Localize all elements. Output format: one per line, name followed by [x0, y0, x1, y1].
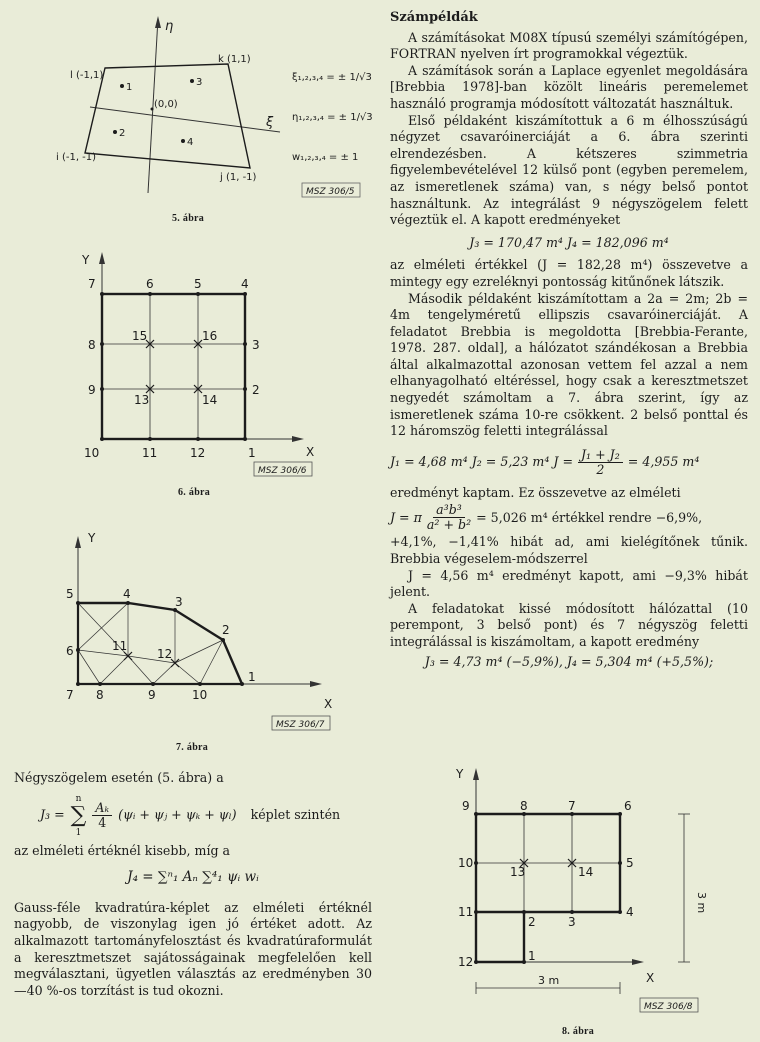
j3-sum-sign: ∑ — [70, 802, 87, 828]
intro-line: Négyszögelem esetén (5. ábra) a — [14, 770, 224, 785]
figure-6 — [70, 244, 360, 484]
formula-w: w₁,₂,₃,₄ = ± 1 — [292, 152, 359, 163]
node-10: 10 — [458, 856, 474, 870]
corner-j: j (1, -1) — [220, 172, 257, 183]
y-label: Y — [82, 253, 90, 267]
figure-5-caption: 5. ábra — [172, 213, 205, 224]
eta-label: η — [165, 19, 174, 34]
left-column-text — [14, 770, 372, 999]
formula-eta: η₁,₂,₃,₄ = ± 1/√3 — [292, 112, 373, 123]
node-4: 4 — [241, 277, 249, 291]
gauss-point-1 — [120, 84, 124, 88]
x-arrow — [292, 436, 304, 442]
node-12: 12 — [458, 955, 474, 969]
node-9: 9 — [88, 383, 96, 397]
figure-6-caption: 6. ábra — [178, 487, 211, 498]
j3-tail: képlet szintén — [250, 807, 341, 823]
equation-2 — [390, 448, 748, 477]
node-4: 4 — [626, 905, 634, 919]
j3-fraction-num: Aₖ — [92, 801, 112, 816]
j3-fraction-den: 4 — [98, 815, 107, 831]
y-label: Y — [456, 767, 464, 781]
node-11: 11 — [112, 639, 128, 653]
y-label: Y — [88, 531, 96, 545]
equation-theory-rest: = 5,026 m⁴ értékkel rendre −6,9%, — [476, 509, 703, 525]
paragraph-8: A feladatokat kissé módosított hálózattal (10 perempont, 3 belső pont) és 7 négyszög feletti integrálással is kiszámoltam, a kapott eredmény — [390, 600, 748, 649]
eta-arrow — [155, 16, 161, 28]
node-13: 13 — [510, 865, 526, 879]
figure-8 — [440, 762, 740, 1022]
equation-3: J₃ = 4,73 m⁴ (−5,9%), J₄ = 5,304 m⁴ (+5,5%); — [424, 653, 714, 669]
node-8: 8 — [520, 799, 528, 813]
j3-formula — [40, 793, 372, 839]
left-paragraph: Gauss-féle kvadratúra-képlet az elméleti értéknél nagyobb, de viszonylag igen jó értéket adott. Az alkalmazott tartományfelosztást és kvadratúraformulát a keresztmetszet sajátosságainak megfelelően kell megválasztani, ügyetlen választás az eredményben 30—40 %-os torzítást is tud okozni. — [14, 899, 372, 998]
equation-2-left: J₁ = 4,68 m⁴ J₂ = 5,23 m⁴ J = — [390, 454, 573, 470]
dim-vertical: 3 m — [695, 892, 708, 914]
stamp: MSZ 306/7 — [276, 720, 325, 730]
figure-5-drawing — [56, 8, 380, 223]
quad-element — [85, 64, 250, 168]
point-1-label: 1 — [126, 82, 133, 93]
point-3-label: 3 — [196, 77, 203, 88]
node-8: 8 — [96, 688, 104, 702]
equation-1: J₃ = 170,47 m⁴ J₄ = 182,096 m⁴ — [469, 234, 669, 250]
node-6: 6 — [624, 799, 632, 813]
node-7: 7 — [88, 277, 96, 291]
equation-2-num: J₁ + J₂ — [578, 448, 623, 463]
node-1: 1 — [528, 949, 536, 963]
figure-5 — [56, 8, 380, 223]
node-1: 1 — [248, 670, 256, 684]
gauss-point-2 — [113, 130, 117, 134]
node-15: 15 — [132, 329, 148, 343]
j4-formula: J₄ = ∑ⁿ₁ Aₙ ∑⁴₁ ψᵢ wᵢ — [127, 869, 259, 886]
middle-line: az elméleti értéknél kisebb, míg a — [14, 842, 231, 858]
equation-theory-den: a² + b² — [426, 517, 472, 533]
j3-sum-bottom: 1 — [75, 827, 82, 838]
figure-6-drawing — [70, 244, 360, 484]
node-1: 1 — [248, 446, 256, 460]
node-9: 9 — [462, 799, 470, 813]
figure-8-drawing — [440, 762, 740, 1022]
x-arrow — [632, 959, 644, 965]
node-6: 6 — [146, 277, 154, 291]
node-14: 14 — [578, 865, 594, 879]
figure-7-caption: 7. ábra — [176, 742, 209, 753]
figure-7-drawing — [60, 528, 360, 736]
node-12: 12 — [190, 446, 206, 460]
paragraph-1: A számításokat M08X típusú személyi számítógépen, FORTRAN nyelven írt programokkal végeztük. — [390, 29, 748, 62]
paragraph-5: Második példaként kiszámítottam a 2a = 2m; 2b = 4m tengelyméretű ellipszis csavaróinerciáját. A feladatot Brebbia is megoldotta [Brebbia-Ferante, 1978. 287. oldal], a hálózatot szándékosan a Brebbia által alkalmazottal azonosan vettem fel azzal a nem elhanyagolható eltéréssel, hogy csak a keresztmetszet negyedét számoltam a 7. ábra szerint, így az ismeretlenek száma 10-re csökkent. 2 belső ponttal és 12 háromszög feletti integrálással — [390, 290, 748, 439]
x-label: X — [324, 697, 333, 711]
node-7: 7 — [66, 688, 74, 702]
equation-theory-j: J = π — [390, 509, 422, 525]
square-boundary — [102, 294, 245, 439]
y-arrow — [99, 252, 105, 264]
figure-8-caption: 8. ábra — [562, 1026, 595, 1037]
node-11: 11 — [142, 446, 158, 460]
ellipse-boundary — [78, 603, 242, 684]
j3-lhs: J₃ = — [40, 807, 65, 823]
dim-horizontal: 3 m — [538, 974, 560, 987]
node-10: 10 — [192, 688, 208, 702]
formula-xi: ξ₁,₂,₃,₄ = ± 1/√3 — [292, 72, 372, 83]
right-column-text — [390, 10, 748, 676]
equation-theory — [390, 503, 748, 532]
corner-l: l (-1,1) — [70, 70, 104, 81]
node-3: 3 — [252, 338, 260, 352]
node-4: 4 — [123, 587, 131, 601]
paragraph-3: Első példaként kiszámítottuk a 6 m élhosszúságú négyzet csavaróinerciáját a 6. ábra szerinti elrendezésben. A kétszeres szimmetria figyelembevételével 12 külső pont (egyben peremelem, az ismeretlenek száma) van, s négy belső pontot használtunk. Az integrálást 9 négyszögelem felett végeztük el. A kapott eredményeket — [390, 112, 748, 228]
figure-7 — [60, 528, 360, 736]
node-2: 2 — [222, 623, 230, 637]
node-9: 9 — [148, 688, 156, 702]
node-3: 3 — [568, 915, 576, 929]
equation-2-den: 2 — [596, 461, 605, 477]
node-5: 5 — [626, 856, 634, 870]
x-label: X — [306, 445, 315, 459]
paragraph-6b: +4,1%, −1,41% hibát ad, ami kielégítőnek tűnik. Brebbia végeselem-módszerrel — [390, 534, 748, 567]
node-11: 11 — [458, 905, 474, 919]
section-boundary — [476, 814, 620, 962]
corner-i: i (-1, -1) — [56, 152, 97, 163]
gauss-point-3 — [190, 79, 194, 83]
node-13: 13 — [134, 393, 150, 407]
paragraph-4: az elméleti értékkel (J = 182,28 m⁴) összevetve a mintegy egy ezreléknyi pontosság kitűnőnek látszik. — [390, 257, 748, 289]
node-6: 6 — [66, 644, 74, 658]
paragraph-6a: eredményt kaptam. Ez összevetve az elméleti — [390, 484, 681, 500]
y-arrow — [75, 536, 81, 548]
stamp: MSZ 306/6 — [258, 466, 307, 476]
node-2: 2 — [528, 915, 536, 929]
equation-theory-num: a³b³ — [433, 503, 465, 518]
node-5: 5 — [194, 277, 202, 291]
node-14: 14 — [202, 393, 218, 407]
y-arrow — [473, 768, 479, 780]
section-heading: Számpéldák — [390, 10, 478, 25]
x-arrow — [310, 681, 322, 687]
corner-k: k (1,1) — [218, 54, 251, 65]
stamp: MSZ 306/5 — [306, 187, 355, 197]
x-label: X — [646, 971, 655, 985]
xi-label: ξ — [266, 115, 274, 130]
node-16: 16 — [202, 329, 218, 343]
stamp: MSZ 306/8 — [644, 1002, 693, 1012]
node-7: 7 — [568, 799, 576, 813]
node-12: 12 — [157, 647, 173, 661]
point-4-label: 4 — [187, 137, 194, 148]
point-2-label: 2 — [119, 128, 126, 139]
equation-2-right: = 4,955 m⁴ — [627, 454, 700, 470]
node-5: 5 — [66, 587, 74, 601]
node-3: 3 — [175, 595, 183, 609]
node-2: 2 — [252, 383, 260, 397]
j3-sum-top: n — [75, 793, 82, 804]
paragraph-2: A számítások során a Laplace egyenlet megoldására [Brebbia 1978]-ban közölt lineáris peremelemet használó programja módosított változatát használtuk. — [390, 62, 748, 111]
origin-label: (0,0) — [154, 99, 178, 110]
gauss-point-4 — [181, 139, 185, 143]
node-10: 10 — [84, 446, 100, 460]
j3-rest: (ψᵢ + ψⱼ + ψₖ + ψₗ) — [118, 807, 237, 823]
node-8: 8 — [88, 338, 96, 352]
paragraph-7: J = 4,56 m⁴ eredményt kapott, ami −9,3% hibát jelent. — [390, 567, 748, 600]
